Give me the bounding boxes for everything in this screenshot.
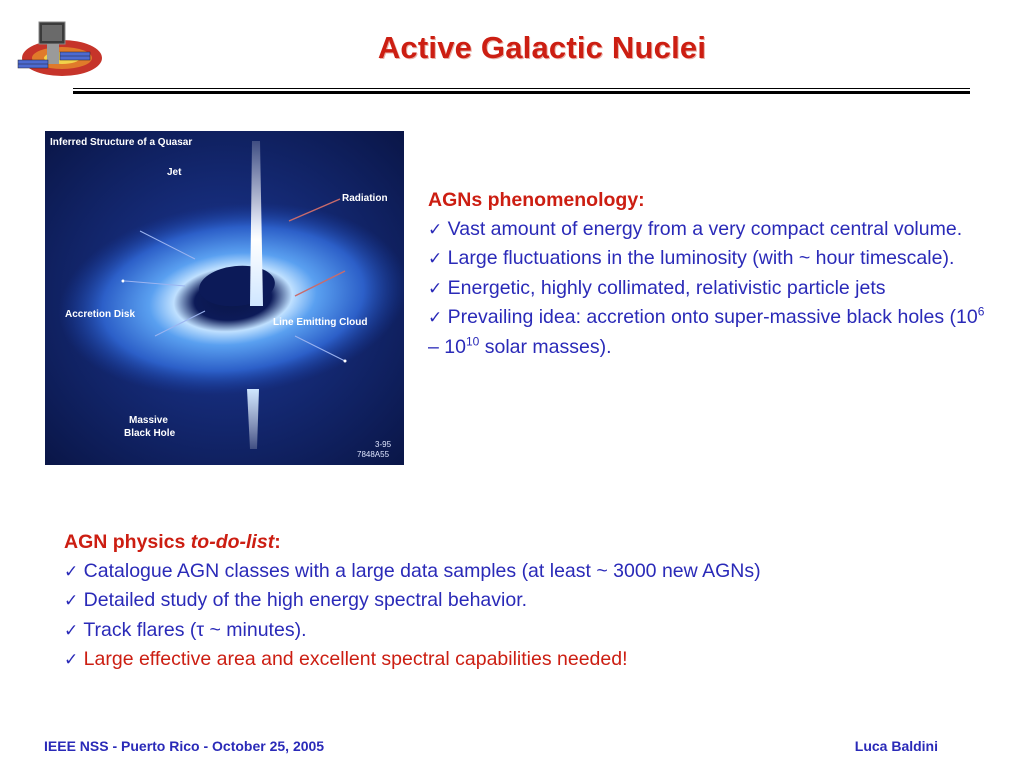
slide-title: Active Galactic Nuclei xyxy=(377,30,707,65)
phenomenology-item xyxy=(428,303,988,361)
title-divider-thick xyxy=(73,91,970,94)
phenomenology-item-text: Large fluctuations in the luminosity (with ~ hour timescale). xyxy=(447,247,955,269)
checkmark-icon: ✓ xyxy=(428,278,443,299)
label-accretion-disk: Accretion Disk xyxy=(65,309,136,320)
label-line-emitting-cloud: Line Emitting Cloud xyxy=(273,317,368,328)
phenomenology-item-text: Prevailing idea: accretion onto super-massive black holes (10 xyxy=(447,306,978,328)
label-black-hole: Black Hole xyxy=(124,428,176,439)
todo-item-text: Catalogue AGN classes with a large data samples (at least ~ 3000 new AGNs) xyxy=(83,559,761,582)
exponent: 10 xyxy=(465,334,480,348)
phenomenology-item-text: Vast amount of energy from a very compact central volume. xyxy=(447,217,963,240)
todo-heading xyxy=(64,528,784,557)
checkmark-icon: ✓ xyxy=(64,650,79,670)
phenomenology-item xyxy=(428,244,988,274)
todo-heading-emphasis: to-do-list xyxy=(190,531,275,553)
quasar-structure-figure xyxy=(45,131,404,465)
label-massive: Massive xyxy=(129,415,168,426)
label-radiation: Radiation xyxy=(342,193,388,204)
agn-todo-section xyxy=(64,528,784,675)
figure-code-date: 3-95 xyxy=(375,440,392,449)
figure-code-id: 7848A55 xyxy=(357,450,390,459)
phenomenology-item xyxy=(428,215,988,245)
todo-heading-text: AGN physics xyxy=(64,531,191,553)
phenomenology-item-text: solar masses). xyxy=(479,335,612,358)
todo-item xyxy=(64,557,764,587)
checkmark-icon: ✓ xyxy=(64,620,79,641)
phenomenology-heading: AGNs phenomenology: xyxy=(428,189,645,211)
checkmark-icon: ✓ xyxy=(428,308,443,328)
todo-item xyxy=(64,616,784,646)
checkmark-icon: ✓ xyxy=(64,591,79,611)
checkmark-icon: ✓ xyxy=(428,249,443,269)
footer-conference: IEEE NSS - Puerto Rico - October 25, 2005 xyxy=(44,738,325,754)
checkmark-icon: ✓ xyxy=(428,219,443,240)
title-divider-thin xyxy=(73,88,970,89)
phenomenology-item-text: Energetic, highly collimated, relativistic particle jets xyxy=(447,276,886,299)
checkmark-icon: ✓ xyxy=(64,561,79,582)
todo-item xyxy=(64,586,784,616)
todo-heading-colon: : xyxy=(274,531,281,553)
agn-phenomenology-section xyxy=(428,186,988,361)
todo-item-text: Detailed study of the high energy spectral behavior. xyxy=(83,589,528,611)
todo-item-text-highlight: Large effective area and excellent spectral capabilities needed! xyxy=(83,648,628,670)
todo-item xyxy=(64,645,784,675)
todo-item-text: Track flares (τ ~ minutes). xyxy=(83,618,307,641)
exponent: 6 xyxy=(977,304,985,319)
phenomenology-item xyxy=(428,274,988,304)
label-jet: Jet xyxy=(167,167,182,178)
figure-heading: Inferred Structure of a Quasar xyxy=(50,137,193,148)
phenomenology-item-text: – 10 xyxy=(428,335,466,358)
footer-author: Luca Baldini xyxy=(854,738,938,754)
